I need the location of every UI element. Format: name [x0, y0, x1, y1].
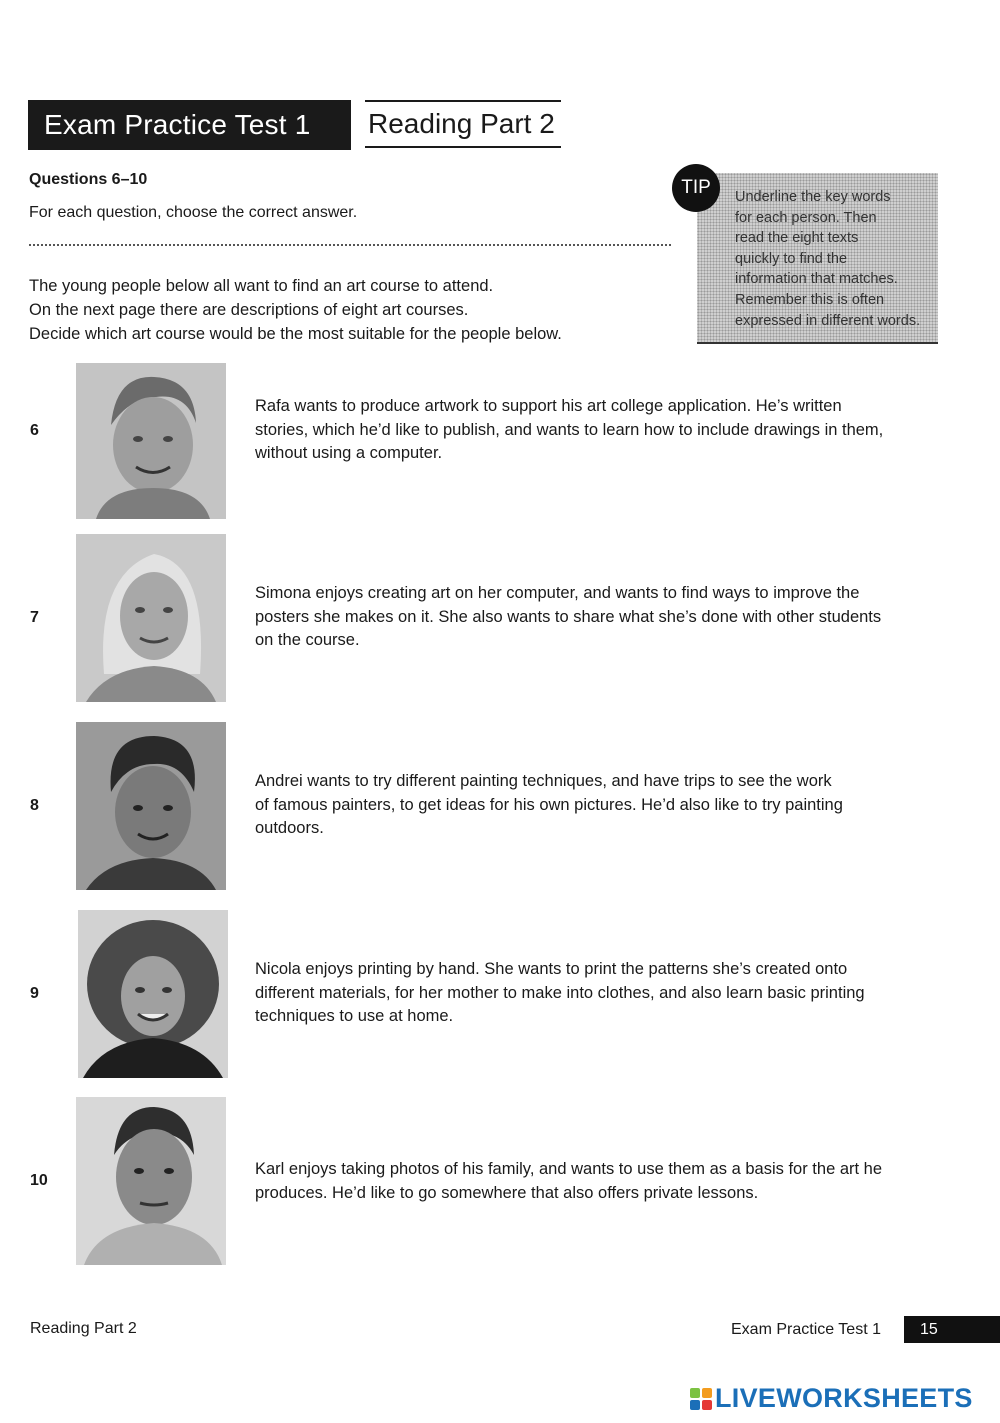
description-line: outdoors.	[255, 819, 324, 837]
description-line: Karl enjoys taking photos of his family, and wants to use them as a basis for the art he	[255, 1160, 883, 1178]
logo-square-icon	[690, 1400, 700, 1410]
description-line: posters she makes on it. She also wants to share what she’s done with other students	[255, 607, 882, 626]
intro-line: The young people below all want to find an art course to attend.	[29, 277, 494, 295]
logo-square-icon	[702, 1388, 712, 1398]
intro-line: On the next page there are descriptions of eight art courses.	[29, 301, 469, 319]
person-photo	[76, 363, 226, 519]
question-number: 10	[30, 1172, 48, 1189]
person-description	[255, 770, 945, 841]
logo-square-icon	[690, 1388, 700, 1398]
tip-line: for each person. Then	[735, 209, 877, 226]
description-line: without using a computer.	[255, 444, 443, 462]
page-number: 15	[904, 1316, 1000, 1343]
person-description	[255, 395, 945, 466]
footer-test-label: Exam Practice Test 1	[731, 1321, 881, 1338]
tip-badge: TIP	[672, 164, 720, 212]
logo-square-icon	[702, 1400, 712, 1410]
tip-line: Underline the key words	[735, 189, 891, 205]
tip-line: Remember this is often	[735, 291, 885, 308]
description-line: Nicola enjoys printing by hand. She wants to print the patterns she’s created onto	[255, 960, 848, 978]
description-line: techniques to use at home.	[255, 1007, 454, 1025]
description-line: Andrei wants to try different painting techniques, and have trips to see the work	[255, 772, 832, 790]
description-line: on the course.	[255, 631, 360, 649]
instruction: For each question, choose the correct answer.	[29, 204, 358, 221]
question-number: 8	[30, 797, 39, 814]
tip-text	[735, 187, 935, 331]
description-line: of famous painters, to get ideas for his own pictures. He’d also like to try painting	[255, 795, 843, 814]
tip-line: quickly to find the	[735, 250, 848, 267]
person-photo	[76, 534, 226, 702]
description-line: produces. He’d like to go somewhere that also offers private lessons.	[255, 1183, 759, 1202]
person-photo	[76, 722, 226, 890]
tip-line: read the eight texts	[735, 230, 859, 247]
footer-section-label: Reading Part 2	[30, 1320, 137, 1337]
intro-line: Decide which art course would be the most suitable for the people below.	[29, 325, 562, 343]
question-number: 7	[30, 609, 39, 626]
dotted-divider	[29, 244, 671, 246]
tip-line: expressed in different words.	[735, 312, 921, 329]
description-line: Simona enjoys creating art on her computer, and wants to find ways to improve the	[255, 584, 860, 602]
person-photo	[78, 910, 228, 1078]
watermark-text: LIVEWORKSHEETS	[715, 1383, 973, 1413]
tip-line: information that matches.	[735, 271, 898, 288]
question-number: 9	[30, 985, 39, 1002]
test-title: Exam Practice Test 1	[28, 100, 351, 150]
intro-text	[29, 274, 562, 346]
person-description	[255, 958, 945, 1029]
person-photo	[76, 1097, 226, 1265]
liveworksheets-logo	[690, 1383, 973, 1414]
questions-range: Questions 6–10	[29, 171, 148, 188]
question-number: 6	[30, 422, 39, 439]
part-title: Reading Part 2	[365, 100, 561, 148]
description-line: stories, which he’d like to publish, and wants to learn how to include drawings in them,	[255, 420, 884, 439]
description-line: Rafa wants to produce artwork to support his art college application. He’s written	[255, 397, 842, 415]
logo-icon	[690, 1388, 712, 1410]
person-description	[255, 582, 945, 653]
person-description	[255, 1158, 945, 1205]
description-line: different materials, for her mother to make into clothes, and also learn basic printing	[255, 983, 865, 1002]
